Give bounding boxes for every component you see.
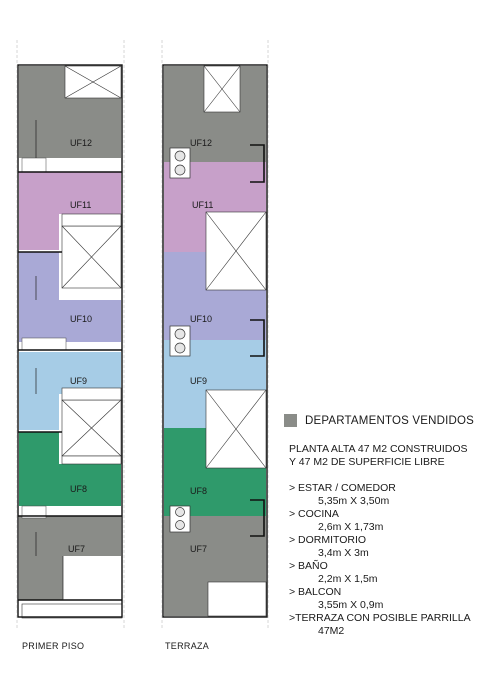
spec-item-name: > ESTAR / COMEDOR: [289, 482, 396, 494]
spec-item-name: > DORMITORIO: [289, 534, 367, 546]
spec-item-value: 3,4m X 3m: [318, 547, 369, 559]
uf8-block-left: [19, 432, 59, 464]
uf12-block-right-b: [204, 112, 266, 162]
unit-label-left-uf10: UF10: [70, 314, 93, 324]
unit-label-right-uf8: UF8: [190, 486, 208, 496]
patio-right-2: [206, 212, 266, 290]
uf7-block-right-b: [164, 582, 208, 616]
spec-heading-1: PLANTA ALTA 47 M2 CONSTRUIDOS: [289, 443, 468, 455]
uf11-block-right-b: [164, 212, 206, 252]
spec-item-name: > BAÑO: [289, 560, 328, 572]
caption-primer-piso: PRIMER PISO: [22, 641, 85, 651]
terraza-plan: [162, 40, 268, 630]
unit-label-left-uf9: UF9: [70, 376, 88, 386]
spec-item-name: > BALCON: [289, 586, 342, 598]
patio-left-3: [62, 400, 121, 456]
patio-left-1: [65, 66, 121, 98]
legend: [284, 414, 474, 427]
spec-item-value: 2,6m X 1,73m: [318, 521, 384, 533]
spec-item-value: 2,2m X 1,5m: [318, 573, 378, 585]
spec-item-name: > COCINA: [289, 508, 339, 520]
uf10-block-left: [19, 252, 59, 300]
uf8-block-right: [164, 428, 206, 468]
sold-swatch: [284, 414, 297, 427]
uf9-block-right-b: [164, 390, 206, 428]
caption-terraza: TERRAZA: [165, 641, 210, 651]
unit-label-right-uf11: UF11: [192, 200, 214, 210]
unit-label-left-uf7: UF7: [68, 544, 86, 554]
spec-item-value: 5,35m X 3,50m: [318, 495, 390, 507]
uf12-block-left: [19, 66, 65, 158]
spec-item-name: >TERRAZA CON POSIBLE PARRILLA: [289, 612, 471, 624]
uf12-block-left-b: [65, 98, 121, 158]
unit-label-right-uf9: UF9: [190, 376, 208, 386]
uf7-block-left-b: [19, 556, 63, 600]
uf9-block-left-b: [19, 394, 59, 430]
unit-label-left-uf12: UF12: [70, 138, 93, 148]
unit-label-right-uf10: UF10: [190, 314, 213, 324]
unit-label-left-uf8: UF8: [70, 484, 88, 494]
patio-right-1: [204, 66, 240, 112]
unit-label-right-uf7: UF7: [190, 544, 208, 554]
unit-label-left-uf11: UF11: [70, 200, 92, 210]
patio-right-3: [206, 390, 266, 468]
uf11-block-left-b: [19, 214, 59, 250]
uf12-block-right-c: [240, 66, 266, 112]
legend-sold-label: DEPARTAMENTOS VENDIDOS: [305, 414, 475, 427]
patio-left-2: [62, 226, 121, 288]
unit-label-right-uf12: UF12: [190, 138, 213, 148]
spec-item-value: 3,55m X 0,9m: [318, 599, 384, 611]
spec-heading-2: Y 47 M2 DE SUPERFICIE LIBRE: [289, 456, 445, 468]
primer-piso-plan: [17, 40, 124, 630]
spec-item-value: 47M2: [318, 625, 345, 637]
uf10-block-right: [164, 252, 206, 290]
lower-right-white: [208, 582, 266, 616]
